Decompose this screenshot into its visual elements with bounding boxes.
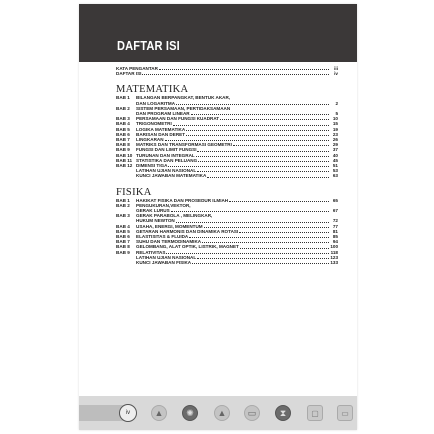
entry-title: RELATIVITAS: [136, 249, 166, 255]
dot-leader: [176, 221, 329, 223]
entry-title: BILANGAN BERPANGKAT, BENTUK AKAR,: [136, 95, 231, 101]
entry-title: TRIGONOMETRI: [136, 121, 172, 127]
dot-leader: [197, 150, 329, 152]
chapter-label: BAB 4: [116, 223, 130, 229]
entry-title: FUNGSI DAN LIMIT FUNGSI: [136, 147, 197, 153]
chapter-label: BAB 10: [116, 152, 133, 158]
page-ref: 100: [330, 244, 338, 250]
book-icon: ▭: [244, 405, 260, 421]
dot-leader: [159, 68, 329, 70]
entry-title: PENGUKURAN,VEKTOR,: [136, 202, 191, 208]
dot-leader: [186, 134, 329, 136]
page-title: DAFTAR ISI: [117, 38, 180, 53]
entry-title: DIMENSI TIGA: [136, 163, 168, 169]
dot-leader: [166, 252, 329, 254]
page-ref: 118: [330, 249, 338, 255]
chapter-label: BAB 6: [116, 131, 130, 137]
entry-title: ELASTISITAS & FLUIDA: [136, 234, 189, 240]
page-ref: 77: [332, 223, 338, 229]
entry-title: TURUNAN DAN INTEGRAL: [136, 152, 195, 158]
page-ref: 19: [332, 126, 338, 132]
graduation-cap-icon: ▲: [214, 405, 230, 421]
entry-title: KUNCI JAWABAN MATEMATIKA: [136, 173, 207, 179]
chapter-label: BAB 11: [116, 157, 133, 163]
header-band: [79, 4, 357, 62]
chapter-label: BAB 8: [116, 244, 130, 250]
page-ref: 10: [332, 116, 338, 122]
fisika-list: [116, 198, 338, 266]
dot-leader: [142, 73, 329, 75]
page-ref: 81: [332, 228, 338, 234]
chapter-label: BAB 2: [116, 202, 130, 208]
page-ref: 23: [332, 131, 338, 137]
front-matter: [116, 66, 338, 76]
entry-title: DAFTAR ISI: [116, 71, 142, 77]
section-title-matematika: MATEMATIKA: [116, 84, 189, 96]
dot-leader: [191, 113, 329, 115]
entry-title: GELOMBANG, ALAT OPTIK, LISTRIK, MAGNET: [136, 244, 239, 250]
dot-leader: [198, 160, 329, 162]
entry-title: LINGKARAN: [136, 137, 164, 143]
page-ref: 37: [332, 147, 338, 153]
dot-leader: [196, 155, 329, 157]
entry-title: KATA PENGANTAR: [116, 66, 158, 71]
dot-leader: [165, 139, 329, 141]
dot-leader: [173, 124, 329, 126]
chapter-label: BAB 12: [116, 163, 133, 169]
entry-title: USAHA, ENERGI, MOMENTUM: [136, 223, 203, 229]
entry-title: KUNCI JAWABAN FISIKA: [136, 260, 192, 266]
chapter-label: BAB 3: [116, 116, 130, 122]
page-ref: 51: [332, 163, 338, 169]
page-ref: iv: [334, 71, 338, 77]
dot-leader: [202, 241, 329, 243]
dot-leader: [207, 176, 329, 178]
page-ref: 123: [330, 254, 338, 260]
entry-title: BARISAN DAN DERET: [136, 131, 186, 137]
hourglass-icon: ⧗: [275, 405, 291, 421]
toc-content: [116, 66, 338, 265]
entry-title: LOGIKA MATEMATIKA: [136, 126, 186, 132]
page-ref: 40: [332, 152, 338, 158]
dot-leader: [197, 257, 329, 259]
entry-title: DAN PROGRAM LINEAR: [136, 111, 190, 117]
chapter-label: BAB 6: [116, 234, 130, 240]
dot-leader: [229, 200, 329, 202]
chapter-label: BAB 5: [116, 126, 130, 132]
laptop-icon: ▭: [337, 405, 353, 421]
page-ref: 65: [332, 197, 338, 203]
chapter-label: BAB 1: [116, 197, 130, 203]
chapter-label: BAB 4: [116, 121, 130, 127]
entry-title: STATISTIKA DAN PELUANG: [136, 157, 198, 163]
dot-leader: [171, 210, 329, 212]
entry-title: HAKIKAT FISIKA DAN PROSEDUR ILMIAH: [136, 197, 229, 203]
chapter-label: BAB 8: [116, 142, 130, 148]
page-number: iv: [119, 404, 137, 422]
page-ref: 133: [330, 260, 338, 266]
entry-title: GERAK PARABOLA , MELINGKAR,: [136, 213, 213, 219]
page-ref: 5: [335, 111, 338, 117]
document-page: [79, 4, 357, 430]
entry-title: GERAK LURUS: [136, 208, 170, 214]
chapter-label: BAB 3: [116, 213, 130, 219]
atom-icon: ✺: [182, 405, 198, 421]
toc-row: [116, 260, 338, 265]
chapter-label: BAB 9: [116, 147, 130, 153]
graduation-cap-icon: ▲: [151, 405, 167, 421]
page-ref: 67: [332, 208, 338, 214]
dot-leader: [239, 231, 329, 233]
entry-title: SUHU DAN TERMODINAMIKA: [136, 239, 202, 245]
page-ref: 26: [332, 137, 338, 143]
page-ref: 63: [332, 173, 338, 179]
section-title-fisika: FISIKA: [116, 186, 152, 198]
entry-title: LATIHAN UJIAN NASIONAL: [136, 168, 197, 174]
chapter-label: BAB 7: [116, 239, 130, 245]
entry-title: LATIHAN UJIAN NASIONAL: [136, 254, 197, 260]
chapter-label: BAB 1: [116, 95, 130, 101]
page-ref: 94: [332, 239, 338, 245]
chapter-label: BAB 9: [116, 249, 130, 255]
chapter-label: BAB 5: [116, 228, 130, 234]
dot-leader: [189, 236, 329, 238]
page-ref: 29: [332, 142, 338, 148]
entry-title: SISTEM PERSAMAAN, PERTIDAKSAMAAN: [136, 105, 231, 111]
dot-leader: [240, 247, 329, 249]
entry-title: MATRIKS DAN TRANSFORMASI GEOMETRI: [136, 142, 232, 148]
footer-bar: [79, 396, 357, 430]
page-ref: 2: [335, 100, 338, 106]
dot-leader: [197, 170, 329, 172]
dot-leader: [204, 226, 329, 228]
entry-title: PERSAMAAN DAN FUNGSI KUADRAT: [136, 116, 220, 122]
page-ref: 45: [332, 157, 338, 163]
chapter-label: BAB 7: [116, 137, 130, 143]
entry-title: GETARAN HARMONIS DAN DINAMIKA ROTASI: [136, 228, 239, 234]
dot-leader: [220, 118, 329, 120]
page-icon: ▢: [307, 405, 323, 421]
dot-leader: [176, 103, 329, 105]
chapter-label: BAB 2: [116, 105, 130, 111]
page-ref: 72: [332, 218, 338, 224]
entry-title: DAN LOGARITMA: [136, 100, 176, 106]
dot-leader: [186, 129, 329, 131]
page-ref: 15: [332, 121, 338, 127]
dot-leader: [233, 144, 329, 146]
dot-leader: [168, 165, 329, 167]
entry-title: HUKUM NEWTON: [136, 218, 175, 224]
matematika-list: [116, 95, 338, 178]
page-ref: iii: [334, 66, 338, 71]
page-ref: 53: [332, 168, 338, 174]
dot-leader: [192, 262, 329, 264]
page-ref: 85: [332, 234, 338, 240]
